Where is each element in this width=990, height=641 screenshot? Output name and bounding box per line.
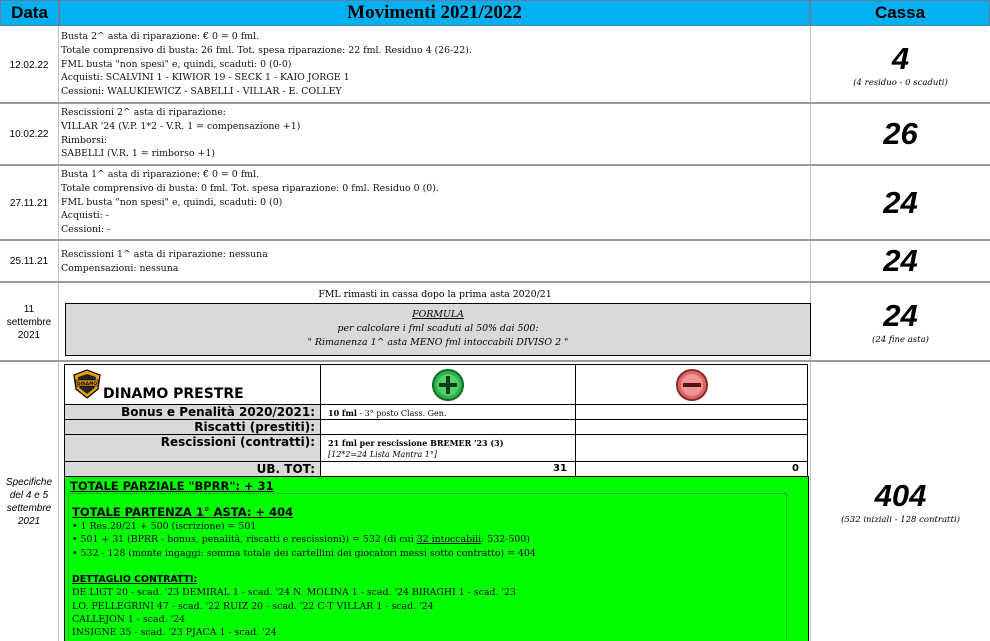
start-total: TOTALE PARTENZA 1° ASTA: + 404 [72,505,294,519]
bonus-detail: - 3° posto Class. Gen. [356,409,447,418]
cash-note: (24 fine asta) [872,334,929,345]
row-description [60,168,808,238]
contract-line: INSIGNE 35 - scad. '23 PJACA 1 - scad. '24 [72,627,277,639]
cash-note: (4 residuo - 0 scaduti) [853,77,948,88]
row-separator [0,164,990,166]
team-header-cell [64,364,321,405]
rescissioni-label: Rescissioni (contratti): [64,434,321,462]
row-separator [0,239,990,241]
minus-header-cell [575,364,808,405]
minus-circle-icon [675,368,709,402]
desc-line: Acquisti: SCALVINI 1 - KIWIOR 19 - SECK 1 - KAIO JORGE 1 [61,72,350,84]
totals-breakdown [72,520,536,560]
breakdown-line: • 1 Res.20/21 + 500 (iscrizione) = 501 [72,521,257,532]
rescission-amount: 21 fml per rescissione BREMER '23 (3) [328,438,504,448]
rescission-note: [12*2=24 Lista Mantra 1°] [328,450,437,459]
desc-line: FML busta "non spesi" e, quindi, scaduti: 0 (0) [61,196,283,208]
date-line: Specifiche [5,477,53,488]
contracts-detail [72,573,516,639]
row-separator [0,281,990,283]
row-cash [811,242,990,280]
fml-remaining-title: FML rimasti in cassa dopo la prima asta 2020/21 [318,289,552,300]
cash-value: 24 [883,297,918,333]
desc-line: Rescissioni 1^ asta di riparazione: nessuna [61,249,268,260]
date-line: settembre [6,503,52,514]
row-cash [811,284,990,360]
subtotal-label: UB. TOT: [64,461,321,477]
desc-line: Busta 2^ asta di riparazione: € 0 = 0 fml. [61,31,260,42]
team-logo-icon [72,369,102,399]
row-separator [0,102,990,104]
contract-line: LO. PELLEGRINI 47 - scad. '22 RUIZ 20 - scad. '22 C-T VILLAR 1 - scad. '24 [72,600,434,612]
row-date: 25.11.21 [9,255,49,267]
desc-line: VILLAR '24 (V.P. 1*2 - V.R. 1 = compensazione +1) [61,120,301,132]
row-description [60,106,808,164]
row-cash [811,167,990,239]
row-date [0,284,58,360]
cash-note: (532 iniziali - 128 contratti) [841,514,960,525]
breakdown-line [72,533,536,546]
desc-line: Compensazioni: nessuna [61,262,179,274]
svg-text:DINAMO: DINAMO [76,382,98,387]
date-line: 2021 [17,516,41,527]
desc-line: Totale comprensivo di busta: 26 fml. Tot. spesa riparazione: 22 fml. Residuo 4 (26-22). [61,44,472,56]
rescissioni-value [320,434,576,462]
formula-line: per calcolare i fml scaduti al 50% dai 500: [337,323,539,334]
header-cash[interactable]: Cassa [810,0,990,26]
desc-line: Busta 1^ asta di riparazione: € 0 = 0 fml. [61,169,260,180]
desc-line: FML busta "non spesi" e, quindi, scaduti: 0 (0-0) [61,58,292,70]
cash-value: 26 [883,116,918,151]
row-date: 27.11.21 [9,197,49,209]
desc-line: SABELLI (V.R. 1 = rimborso +1) [61,148,216,160]
cash-value: 24 [883,185,918,220]
contracts-title: DETTAGLIO CONTRATTI: [72,574,198,585]
formula-title: FORMULA [412,309,464,320]
desc-line: Rescissioni 2^ asta di riparazione: [61,107,226,118]
desc-line: Cessioni: WALUKIEWICZ - SABELLI - VILLAR - E. COLLEY [61,86,342,98]
partial-total: TOTALE PARZIALE "BPRR": + 31 [70,479,274,493]
bonus-label: Bonus e Penalità 2020/2021: [64,404,321,420]
row-cash [811,105,990,163]
breakdown-line: • 532 - 128 (monte ingaggi: somma totale dei cartellini dei giocatori messi sotto contratto) = 404 [72,547,536,559]
formula-line: " Rimanenza 1^ asta MENO fml intoccabili DIVISO 2 " [307,337,569,348]
bonus-value [320,404,576,420]
row-description [60,248,808,278]
plus-circle-icon [431,368,465,402]
row-separator [0,360,990,362]
breakdown-text: : 532-500) [481,534,530,546]
header-date[interactable]: Data [0,0,59,26]
row-cash [811,363,990,641]
row-date [0,363,58,641]
desc-line: Totale comprensivo di busta: 0 fml. Tot. spesa riparazione: 0 fml. Residuo 0 (0). [61,182,439,194]
date-line: del 4 e 5 [9,490,49,501]
breakdown-text: • 501 + 31 (BPRR - bonus, penalità, riscatti e rescissioni)) = 532 (di cui [72,534,417,546]
team-name: DINAMO PRESTRE [103,386,244,402]
riscatti-plus-cell [320,419,576,435]
breakdown-untouchable: 32 intoccabili [416,534,482,546]
rescissioni-minus-cell [575,434,808,462]
cash-value: 4 [891,40,910,76]
cash-value: 404 [874,477,927,513]
row-description [60,30,808,102]
date-line: 11 [23,303,35,315]
subtotal-minus: 0 [575,461,808,477]
desc-line: Rimborsi: [61,134,108,146]
desc-line: Acquisti: - [61,210,109,222]
contract-line: DE LIGT 20 - scad. '23 DEMIRAL 1 - scad. '24 N. MOLINA 1 - scad. '24 BIRAGHI 1 - scad. '23 [72,587,516,599]
plus-header-cell [320,364,576,405]
cash-value: 24 [883,243,918,278]
date-line: 2021 [17,329,41,341]
desc-line: Cessioni: - [61,224,111,236]
row-date: 12.02.22 [9,59,49,71]
row-date: 10.02.22 [9,128,49,140]
column-divider [58,26,59,641]
totals-area [64,476,809,641]
riscatti-minus-cell [575,419,808,435]
row-cash [811,28,990,102]
riscatti-label: Riscatti (prestiti): [64,419,321,435]
bonus-minus-cell [575,404,808,420]
bonus-amount: 10 fml [328,408,357,418]
formula-box [65,303,811,356]
contract-line: CALLEJON 1 - scad. '24 [72,613,186,625]
header-movements[interactable]: Movimenti 2021/2022 [59,0,810,26]
date-line: settembre [6,316,52,328]
subtotal-plus: 31 [320,461,576,477]
